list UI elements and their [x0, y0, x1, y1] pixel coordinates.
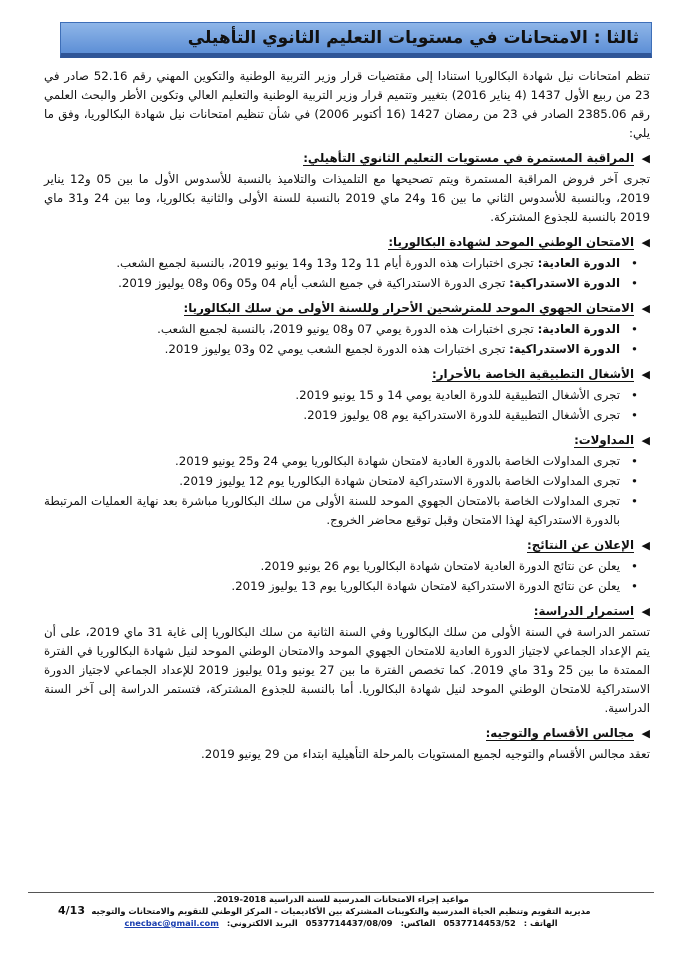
item-text: تجرى المداولات الخاصة بالامتحان الجهوي الموحد للسنة الأولى من سلك البكالوريا مباشرة بعد نهاية العمليات المرتبطة بالدورة الاستدراكية لهذا الامتحان وقبل توقيع محاضر الخروج.	[44, 494, 620, 527]
triangle-bullet-icon: ◀	[641, 152, 650, 165]
bullet-list	[44, 386, 650, 425]
section-heading-text: الإعلان عن النتائج:	[527, 538, 634, 552]
sections-list	[44, 149, 650, 764]
section-body: تستمر الدراسة في السنة الأولى من سلك البكالوريا وفي السنة الثانية من سلك البكالوريا إلى غاية 31 ماي 2019، على أن يتم الإعداد الجماعي لاجتياز الدورة العادية للامتحان الجهوي الموحد والامتحان الوطني الموحد لنيل شهادة البكالوريا في الفترة الممتدة ما بين 25 و31 ماي 2019. كما تخصص الفترة ما بين 27 يونيو و01 يوليوز 2019 للإعداد الجماعي لاجتياز الدورة الاستدراكية للامتحان الوطني الموحد لنيل شهادة البكالوريا. أما بالنسبة للجذوع المشتركة، فتستمر الدراسة إلى آخر السنة الدراسية.	[44, 625, 651, 715]
section-heading-text: استمرار الدراسة:	[533, 604, 634, 618]
item-text: يعلن عن نتائج الدورة العادية لامتحان شهادة البكالوريا يوم 26 يونيو 2019.	[260, 559, 620, 573]
list-item	[44, 472, 650, 491]
triangle-bullet-icon: ◀	[641, 605, 650, 618]
section-heading	[44, 149, 650, 168]
item-label: الدورة الاستدراكية:	[509, 342, 620, 356]
list-item	[44, 557, 650, 576]
page-title: ثالثا : الامتحانات في مستويات التعليم الثانوي التأهيلي	[187, 28, 639, 48]
section	[44, 149, 650, 227]
list-item	[44, 320, 650, 339]
bullet-dot-icon: •	[631, 276, 638, 290]
triangle-bullet-icon: ◀	[641, 302, 650, 315]
section-heading-text: مجالس الأقسام والتوجيه:	[485, 726, 634, 740]
bullet-list	[44, 320, 650, 359]
item-text: تجرى الأشغال التطبيقية للدورة العادية يومي 14 و 15 يونيو 2019.	[295, 388, 620, 402]
list-item	[44, 577, 650, 596]
triangle-bullet-icon: ◀	[641, 236, 650, 249]
section-heading	[44, 602, 650, 621]
list-item	[44, 274, 650, 293]
section-heading	[44, 365, 650, 384]
section-heading	[44, 724, 650, 743]
footer	[28, 893, 654, 929]
page-number: 4/13	[58, 904, 85, 917]
list-item	[44, 406, 650, 425]
list-item	[44, 254, 650, 273]
bullet-dot-icon: •	[631, 474, 638, 488]
footer-email-link[interactable]: cnecbac@gmail.com	[124, 918, 219, 928]
list-item	[44, 452, 650, 471]
bullet-dot-icon: •	[631, 559, 638, 573]
footer-contact	[28, 917, 654, 929]
bullet-list	[44, 452, 650, 530]
item-text: تجرى المداولات الخاصة بالدورة العادية لامتحان شهادة البكالوريا يومي 24 و25 يونيو 2019.	[174, 454, 620, 468]
section-body: تجرى آخر فروض المراقبة المستمرة ويتم تصحيحها مع التلميذات والتلاميذ بالنسبة للأسدوس الأول ما بين 05 و12 يناير 2019، وبالنسبة للأسدوس الثاني ما بين 16 و24 ماي 2019 بالنسبة للسنة الأولى والثانية بكالوريا، وما بين 24 و31 ماي 2019 بالنسبة للجذوع المشتركة.	[44, 172, 650, 224]
section-heading	[44, 233, 650, 252]
bullet-dot-icon: •	[631, 388, 638, 402]
list-item	[44, 386, 650, 405]
footer-year-line: مواعيد إجراء الامتحانات المدرسية للسنة الدراسية 2018-2019.	[213, 894, 469, 904]
list-item	[44, 340, 650, 359]
footer-fax: 0537714437/08/09	[305, 918, 393, 928]
footer-phone: 0537714453/52	[443, 918, 516, 928]
item-label: الدورة العادية:	[537, 256, 620, 270]
bullet-dot-icon: •	[631, 494, 638, 508]
section	[44, 602, 650, 718]
footer-org-line: مديرية التقويم وتنظيم الحياة المدرسية والتكوينات المشتركة بين الأكاديميات - المركز الوطني للتقويم والامتحانات والتوجيه	[91, 906, 591, 916]
bullet-dot-icon: •	[631, 322, 638, 336]
section-body: تعقد مجالس الأقسام والتوجيه لجميع المستويات بالمرحلة التأهيلية ابتداء من 29 يونيو 2019.	[201, 747, 650, 761]
section-heading-text: الأشغال التطبيقية الخاصة بالأحرار:	[432, 367, 634, 381]
title-banner	[60, 22, 652, 58]
intro-paragraph: تنظم امتحانات نيل شهادة البكالوريا استنادا إلى مقتضيات قرار وزير التربية الوطنية والتكوين المهني رقم 52.16 صادر في 23 من ربيع الأول 1437 (4 يناير 2016) بتغيير وتتميم قرار وزير التربية الوطنية والتعليم العالي وتكوين الأطر والبحث العلمي رقم 2385.06 الصادر في 23 من رمضان 1427 (16 أكتوبر 2006) في شأن تنظيم امتحانات نيل شهادة البكالوريا، وفق ما يلي:	[44, 69, 651, 140]
section	[44, 299, 650, 359]
item-text: تجرى الدورة الاستدراكية في جميع الشعب أيام 04 و05 و06 و08 يوليوز 2019.	[118, 276, 510, 290]
item-text: تجرى المداولات الخاصة بالدورة الاستدراكية لامتحان شهادة البكالوريا يوم 12 يوليوز 2019.	[179, 474, 620, 488]
section-heading-text: الامتحان الوطني الموحد لشهادة البكالوريا:	[388, 235, 634, 249]
triangle-bullet-icon: ◀	[641, 539, 650, 552]
section-heading	[44, 536, 650, 555]
triangle-bullet-icon: ◀	[641, 368, 650, 381]
section	[44, 536, 650, 596]
section	[44, 724, 650, 764]
footer-phone-label: الهاتف :	[523, 918, 558, 928]
item-text: تجرى اختبارات هذه الدورة أيام 11 و12 و13 و14 يونيو 2019، بالنسبة لجميع الشعب.	[116, 256, 538, 270]
bullet-dot-icon: •	[631, 256, 638, 270]
section-heading	[44, 299, 650, 318]
section	[44, 365, 650, 425]
section	[44, 431, 650, 530]
bullet-list	[44, 254, 650, 293]
triangle-bullet-icon: ◀	[641, 727, 650, 740]
item-text: تجرى اختبارات هذه الدورة لجميع الشعب يومي 02 و03 يوليوز 2019.	[164, 342, 510, 356]
triangle-bullet-icon: ◀	[641, 434, 650, 447]
list-item	[44, 492, 650, 530]
section-heading-text: المراقبة المستمرة في مستويات التعليم الثانوي التأهيلي:	[303, 151, 634, 165]
item-text: تجرى الأشغال التطبيقية للدورة الاستدراكية يوم 08 يوليوز 2019.	[303, 408, 620, 422]
section	[44, 233, 650, 293]
item-label: الدورة العادية:	[537, 322, 620, 336]
section-heading	[44, 431, 650, 450]
bullet-dot-icon: •	[631, 454, 638, 468]
content-area	[44, 67, 650, 764]
item-text: تجرى اختبارات هذه الدورة يومي 07 و08 يونيو 2019، بالنسبة لجميع الشعب.	[157, 322, 538, 336]
section-heading-text: الامتحان الجهوي الموحد للمترشحين الأحرار وللسنة الأولى من سلك البكالوريا:	[183, 301, 634, 315]
bullet-dot-icon: •	[631, 408, 638, 422]
bullet-list	[44, 557, 650, 596]
bullet-dot-icon: •	[631, 579, 638, 593]
item-text: يعلن عن نتائج الدورة الاستدراكية لامتحان شهادة البكالوريا يوم 13 يوليوز 2019.	[231, 579, 620, 593]
footer-email-label: البريد الالكتروني:	[226, 918, 298, 928]
section-heading-text: المداولات:	[574, 433, 634, 447]
footer-fax-label: الفاكس:	[400, 918, 436, 928]
bullet-dot-icon: •	[631, 342, 638, 356]
item-label: الدورة الاستدراكية:	[509, 276, 620, 290]
